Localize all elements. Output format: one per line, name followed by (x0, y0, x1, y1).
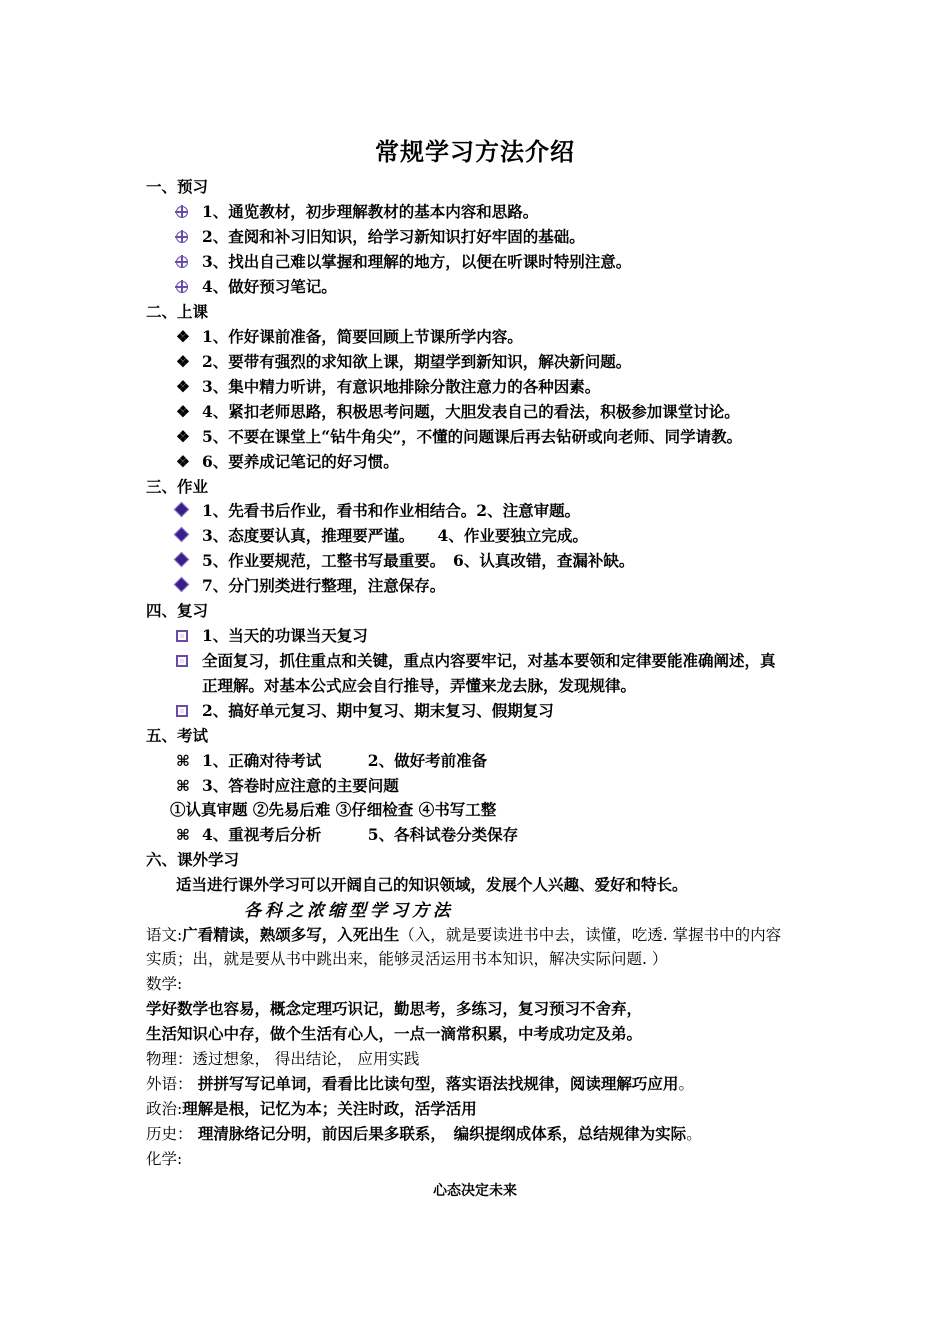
subject-politics: 政治:理解是根，记忆为本；关注时政，活学活用 (146, 1099, 477, 1118)
subtitle: 各科之浓缩型学习方法 (244, 901, 454, 921)
list-item: ❖ 3、集中精力听讲，有意识地排除分散注意力的各种因素。 (176, 377, 601, 396)
list-item: 2、搞好单元复习、期中复习、期末复习、假期复习 (176, 701, 554, 721)
list-item: 1、先看书后作业，看书和作业相结合。2、注意审题。 (176, 501, 580, 521)
list-item: ❖ 5、不要在课堂上“钻牛角尖”，不懂的问题课后再去钻研或向老师、同学请教。 (176, 427, 743, 446)
list-item: 3、态度要认真，推理要严谨。 4、作业要独立完成。 (176, 526, 588, 546)
subject-physics: 物理：透过想象， 得出结论， 应用实践 (146, 1050, 420, 1068)
section-heading-review: 四、复习 (146, 601, 209, 620)
square-box-icon (176, 655, 188, 667)
list-item: 2、查阅和补习旧知识，给学习新知识打好牢固的基础。 (176, 227, 585, 247)
diamond-icon (174, 552, 190, 568)
list-item: 全面复习，抓住重点和关键，重点内容要牢记，对基本要领和定律要能准确阐述，真 (176, 651, 776, 671)
page-title: 常规学习方法介绍 (375, 137, 575, 166)
four-diamond-icon: ❖ (176, 327, 190, 346)
subject-chemistry: 化学: (146, 1150, 183, 1168)
circle-plus-icon (176, 281, 188, 293)
subject-chinese-line2: 实质；出，就是要从书中跳出来，能够灵活运用书本知识，解决实际问题. ） (146, 950, 668, 968)
circle-plus-icon (176, 256, 188, 268)
list-item: ⌘ 4、重视考后分析 5、各科试卷分类保存 (176, 825, 519, 844)
extracurricular-text: 适当进行课外学习可以开阔自己的知识领域，发展个人兴趣、爱好和特长。 (176, 875, 688, 894)
list-item: ⌘ 1、正确对待考试 2、做好考前准备 (176, 751, 488, 770)
circle-plus-icon (176, 206, 188, 218)
subject-chinese: 语文:广看精读，熟颂多写，入死出生（入，就是要读进书中去，读懂，吃透. 掌握书中的内容 (146, 925, 782, 944)
exam-notes: ①认真审题 ②先易后难 ③仔细检查 ④书写工整 (170, 800, 497, 819)
hash-icon: ⌘ (176, 752, 190, 770)
four-diamond-icon: ❖ (176, 452, 190, 471)
diamond-icon (174, 502, 190, 518)
list-item: ⌘ 3、答卷时应注意的主要问题 (176, 776, 399, 795)
list-item: ❖ 1、作好课前准备，简要回顾上节课所学内容。 (176, 327, 523, 346)
square-box-icon (176, 705, 188, 717)
subject-math-line2: 生活知识心中存，做个生活有心人，一点一滴常积累，中考成功定及弟。 (146, 1024, 643, 1043)
section-heading-exam: 五、考试 (146, 726, 209, 745)
four-diamond-icon: ❖ (176, 402, 190, 421)
subject-math-label: 数学: (146, 975, 183, 993)
list-item: ❖ 2、要带有强烈的求知欲上课，期望学到新知识，解决新问题。 (176, 352, 632, 371)
list-item: 5、作业要规范，工整书写最重要。 6、认真改错，查漏补缺。 (176, 551, 634, 571)
list-item: 1、当天的功课当天复习 (176, 626, 368, 646)
list-item: 4、做好预习笔记。 (176, 277, 337, 297)
list-item: 1、通览教材，初步理解教材的基本内容和思路。 (176, 202, 538, 222)
list-item-continuation: 正理解。对基本公式应会自行推导，弄懂来龙去脉，发现规律。 (202, 676, 637, 695)
circle-plus-icon (176, 231, 188, 243)
list-item: ❖ 4、紧扣老师思路，积极思考问题，大胆发表自己的看法，积极参加课堂讨论。 (176, 402, 740, 421)
diamond-icon (174, 577, 190, 593)
square-box-icon (176, 630, 188, 642)
four-diamond-icon: ❖ (176, 352, 190, 371)
section-heading-extracurricular: 六、课外学习 (146, 850, 240, 869)
list-item: 3、找出自己难以掌握和理解的地方，以便在听课时特别注意。 (176, 252, 631, 272)
list-item: 7、分门别类进行整理，注意保存。 (176, 576, 445, 596)
diamond-icon (174, 527, 190, 543)
section-heading-homework: 三、作业 (146, 477, 209, 496)
subject-history: 历史： 理清脉络记分明，前因后果多联系， 编织提纲成体系，总结规律为实际。 (146, 1124, 702, 1143)
footer-motto: 心态决定未来 (433, 1183, 517, 1199)
four-diamond-icon: ❖ (176, 427, 190, 446)
subject-math-line1: 学好数学也容易，概念定理巧识记，勤思考，多练习，复习预习不舍弃， (146, 999, 643, 1018)
hash-icon: ⌘ (176, 826, 190, 844)
section-heading-class: 二、上课 (146, 302, 209, 321)
section-heading-preview: 一、预习 (146, 177, 209, 196)
list-item: ❖ 6、要养成记笔记的好习惯。 (176, 452, 399, 471)
hash-icon: ⌘ (176, 777, 190, 795)
subject-english: 外语： 拼拼写写记单词，看看比比读句型，落实语法找规律，阅读理解巧应用。 (146, 1074, 694, 1093)
four-diamond-icon: ❖ (176, 377, 190, 396)
